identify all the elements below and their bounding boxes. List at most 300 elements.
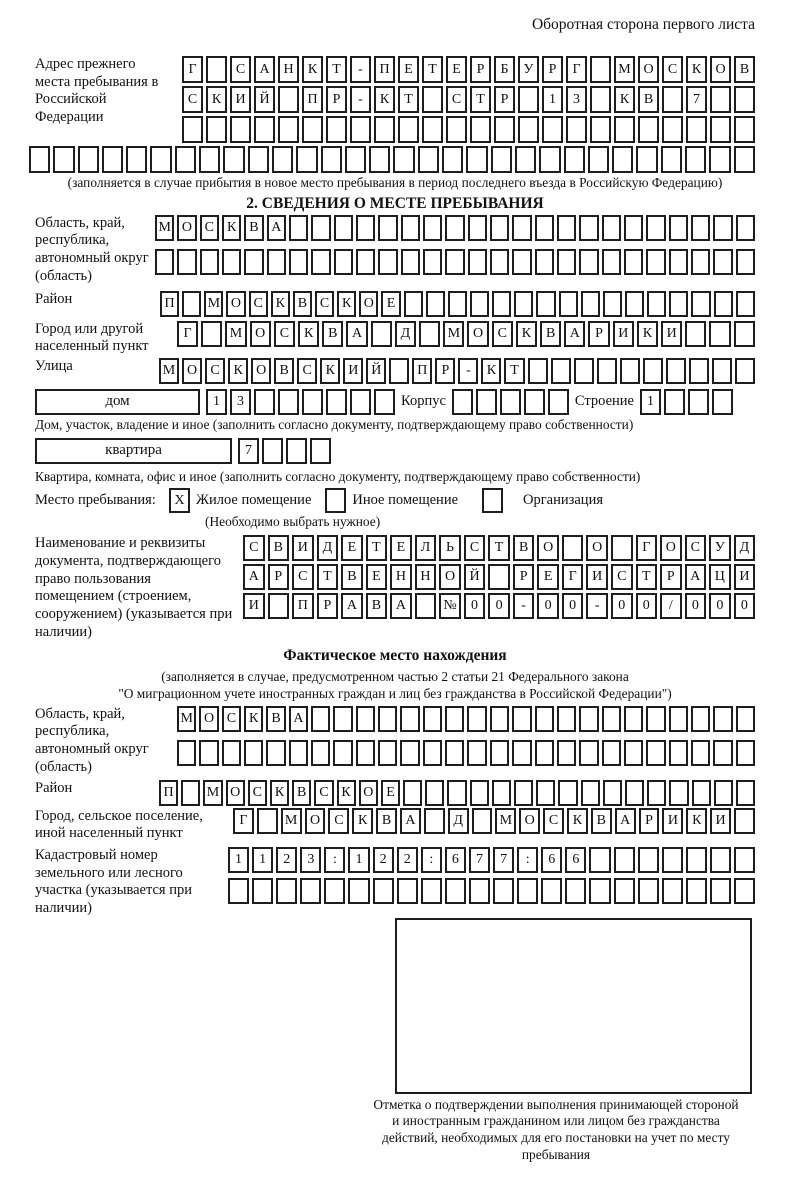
char-cell[interactable]: Т	[326, 56, 347, 83]
char-cell[interactable]: А	[390, 593, 412, 619]
char-cell[interactable]	[334, 249, 353, 275]
char-cell[interactable]	[736, 291, 755, 317]
char-cell[interactable]: -	[586, 593, 608, 619]
char-cell[interactable]	[490, 215, 509, 241]
char-cell[interactable]	[494, 116, 515, 143]
char-cell[interactable]: /	[660, 593, 682, 619]
char-cell[interactable]: Д	[734, 535, 756, 561]
char-cell[interactable]	[735, 358, 755, 384]
char-cell[interactable]: 2	[276, 847, 297, 873]
char-cell[interactable]: И	[710, 808, 731, 834]
char-cell[interactable]	[646, 706, 665, 732]
char-cell[interactable]	[558, 780, 577, 806]
char-cell[interactable]: С	[328, 808, 349, 834]
char-cell[interactable]: 7	[469, 847, 490, 873]
char-cell[interactable]	[206, 56, 227, 83]
char-cell[interactable]	[710, 86, 731, 113]
char-cell[interactable]: М	[225, 321, 246, 347]
char-cell[interactable]	[445, 215, 464, 241]
char-cell[interactable]: 7	[686, 86, 707, 113]
char-cell[interactable]: К	[244, 706, 263, 732]
char-cell[interactable]	[446, 116, 467, 143]
char-cell[interactable]: 0	[537, 593, 559, 619]
char-cell[interactable]: С	[248, 780, 267, 806]
char-cell[interactable]: Е	[390, 535, 412, 561]
char-cell[interactable]: В	[734, 56, 755, 83]
char-cell[interactable]	[333, 706, 352, 732]
char-cell[interactable]: П	[374, 56, 395, 83]
char-cell[interactable]: И	[734, 564, 756, 590]
char-cell[interactable]	[512, 249, 531, 275]
char-cell[interactable]	[200, 249, 219, 275]
char-cell[interactable]: В	[376, 808, 397, 834]
char-cell[interactable]: К	[337, 780, 356, 806]
char-cell[interactable]	[709, 321, 730, 347]
char-cell[interactable]	[445, 249, 464, 275]
char-cell[interactable]	[102, 146, 123, 173]
char-cell[interactable]	[517, 878, 538, 904]
char-cell[interactable]	[710, 116, 731, 143]
char-cell[interactable]: М	[495, 808, 516, 834]
char-cell[interactable]	[524, 389, 545, 415]
char-cell[interactable]	[518, 116, 539, 143]
char-cell[interactable]: 0	[734, 593, 756, 619]
char-cell[interactable]	[447, 780, 466, 806]
char-cell[interactable]: Ь	[439, 535, 461, 561]
char-cell[interactable]: О	[586, 535, 608, 561]
char-cell[interactable]: С	[611, 564, 633, 590]
char-cell[interactable]	[321, 146, 342, 173]
char-cell[interactable]: 0	[709, 593, 731, 619]
char-cell[interactable]: К	[567, 808, 588, 834]
char-cell[interactable]	[278, 116, 299, 143]
char-cell[interactable]: 2	[373, 847, 394, 873]
char-cell[interactable]	[222, 249, 241, 275]
char-cell[interactable]: С	[464, 535, 486, 561]
char-cell[interactable]	[734, 321, 755, 347]
char-cell[interactable]	[666, 358, 686, 384]
char-cell[interactable]	[466, 146, 487, 173]
char-cell[interactable]	[445, 878, 466, 904]
char-cell[interactable]: -	[458, 358, 478, 384]
char-cell[interactable]: Н	[390, 564, 412, 590]
char-cell[interactable]: И	[230, 86, 251, 113]
char-cell[interactable]	[579, 706, 598, 732]
char-cell[interactable]: К	[222, 215, 241, 241]
char-cell[interactable]	[488, 564, 510, 590]
char-cell[interactable]: О	[226, 780, 245, 806]
char-cell[interactable]	[468, 249, 487, 275]
char-cell[interactable]: Р	[435, 358, 455, 384]
char-cell[interactable]	[345, 146, 366, 173]
char-cell[interactable]: Й	[366, 358, 386, 384]
char-cell[interactable]	[581, 780, 600, 806]
char-cell[interactable]: С	[230, 56, 251, 83]
char-cell[interactable]	[29, 146, 50, 173]
char-cell[interactable]	[378, 249, 397, 275]
char-cell[interactable]	[624, 706, 643, 732]
char-cell[interactable]: А	[243, 564, 265, 590]
char-cell[interactable]	[535, 215, 554, 241]
char-cell[interactable]	[268, 593, 290, 619]
char-cell[interactable]: Р	[660, 564, 682, 590]
char-cell[interactable]	[638, 116, 659, 143]
char-cell[interactable]	[557, 706, 576, 732]
char-cell[interactable]	[661, 146, 682, 173]
char-cell[interactable]: К	[298, 321, 319, 347]
char-cell[interactable]	[490, 706, 509, 732]
char-cell[interactable]	[669, 291, 688, 317]
char-cell[interactable]	[562, 535, 584, 561]
char-cell[interactable]: К	[352, 808, 373, 834]
char-cell[interactable]	[425, 780, 444, 806]
char-cell[interactable]: К	[302, 56, 323, 83]
char-cell[interactable]: Г	[177, 321, 198, 347]
char-cell[interactable]: Р	[326, 86, 347, 113]
char-cell[interactable]	[713, 706, 732, 732]
char-cell[interactable]: :	[324, 847, 345, 873]
char-cell[interactable]	[378, 706, 397, 732]
char-cell[interactable]: 0	[488, 593, 510, 619]
char-cell[interactable]	[559, 291, 578, 317]
char-cell[interactable]	[373, 878, 394, 904]
char-cell[interactable]	[334, 215, 353, 241]
char-cell[interactable]	[669, 215, 688, 241]
char-cell[interactable]	[467, 740, 486, 766]
char-cell[interactable]: :	[421, 847, 442, 873]
char-cell[interactable]: Р	[317, 593, 339, 619]
char-cell[interactable]: 3	[300, 847, 321, 873]
char-cell[interactable]: П	[412, 358, 432, 384]
char-cell[interactable]	[714, 780, 733, 806]
char-cell[interactable]: Е	[537, 564, 559, 590]
char-cell[interactable]	[548, 389, 569, 415]
char-cell[interactable]: Г	[566, 56, 587, 83]
char-cell[interactable]	[398, 116, 419, 143]
char-cell[interactable]: Р	[588, 321, 609, 347]
char-cell[interactable]: Р	[513, 564, 535, 590]
char-cell[interactable]	[393, 146, 414, 173]
char-cell[interactable]	[267, 249, 286, 275]
char-cell[interactable]	[289, 740, 308, 766]
char-cell[interactable]	[356, 215, 375, 241]
char-cell[interactable]: О	[251, 358, 271, 384]
char-cell[interactable]	[646, 740, 665, 766]
char-cell[interactable]: И	[586, 564, 608, 590]
char-cell[interactable]	[590, 116, 611, 143]
char-cell[interactable]	[689, 358, 709, 384]
char-cell[interactable]: -	[350, 56, 371, 83]
char-cell[interactable]	[182, 291, 201, 317]
char-cell[interactable]	[490, 740, 509, 766]
char-cell[interactable]	[286, 438, 307, 464]
char-cell[interactable]	[512, 740, 531, 766]
char-cell[interactable]: Т	[366, 535, 388, 561]
char-cell[interactable]	[326, 389, 347, 415]
char-cell[interactable]: О	[199, 706, 218, 732]
char-cell[interactable]: 0	[464, 593, 486, 619]
char-cell[interactable]: Б	[494, 56, 515, 83]
char-cell[interactable]: Й	[254, 86, 275, 113]
char-cell[interactable]	[302, 116, 323, 143]
char-cell[interactable]	[442, 146, 463, 173]
char-cell[interactable]: Е	[446, 56, 467, 83]
char-cell[interactable]: А	[341, 593, 363, 619]
char-cell[interactable]: В	[322, 321, 343, 347]
char-cell[interactable]	[579, 215, 598, 241]
char-cell[interactable]	[566, 116, 587, 143]
char-cell[interactable]	[374, 116, 395, 143]
char-cell[interactable]: О	[467, 321, 488, 347]
char-cell[interactable]: С	[492, 321, 513, 347]
char-cell[interactable]: И	[662, 808, 683, 834]
char-cell[interactable]	[514, 291, 533, 317]
char-cell[interactable]	[713, 740, 732, 766]
char-cell[interactable]: И	[343, 358, 363, 384]
char-cell[interactable]	[588, 146, 609, 173]
char-cell[interactable]: С	[292, 564, 314, 590]
char-cell[interactable]	[611, 535, 633, 561]
char-cell[interactable]: 3	[566, 86, 587, 113]
char-cell[interactable]: В	[591, 808, 612, 834]
char-cell[interactable]	[356, 706, 375, 732]
char-cell[interactable]	[602, 740, 621, 766]
char-cell[interactable]: Т	[488, 535, 510, 561]
char-cell[interactable]	[201, 321, 222, 347]
char-cell[interactable]: В	[266, 706, 285, 732]
char-cell[interactable]	[539, 146, 560, 173]
char-cell[interactable]	[565, 878, 586, 904]
char-cell[interactable]	[662, 878, 683, 904]
char-cell[interactable]: С	[297, 358, 317, 384]
char-cell[interactable]	[603, 291, 622, 317]
char-cell[interactable]	[614, 878, 635, 904]
char-cell[interactable]	[597, 358, 617, 384]
char-cell[interactable]: С	[314, 780, 333, 806]
char-cell[interactable]	[445, 706, 464, 732]
char-cell[interactable]	[512, 215, 531, 241]
char-cell[interactable]	[401, 215, 420, 241]
char-cell[interactable]: К	[206, 86, 227, 113]
char-cell[interactable]	[686, 847, 707, 873]
char-cell[interactable]: В	[244, 215, 263, 241]
char-cell[interactable]: 0	[685, 593, 707, 619]
char-cell[interactable]	[625, 780, 644, 806]
char-cell[interactable]	[685, 321, 706, 347]
char-cell[interactable]	[401, 249, 420, 275]
char-cell[interactable]: 7	[238, 438, 259, 464]
char-cell[interactable]	[625, 291, 644, 317]
char-cell[interactable]	[624, 215, 643, 241]
char-cell[interactable]: Л	[415, 535, 437, 561]
char-cell[interactable]	[564, 146, 585, 173]
char-cell[interactable]	[254, 389, 275, 415]
char-cell[interactable]: Н	[278, 56, 299, 83]
char-cell[interactable]	[448, 291, 467, 317]
char-cell[interactable]: В	[513, 535, 535, 561]
char-cell[interactable]	[664, 389, 685, 415]
char-cell[interactable]	[206, 116, 227, 143]
char-cell[interactable]	[647, 291, 666, 317]
char-cell[interactable]	[470, 291, 489, 317]
char-cell[interactable]	[614, 847, 635, 873]
char-cell[interactable]	[492, 780, 511, 806]
char-cell[interactable]: О	[660, 535, 682, 561]
char-cell[interactable]	[254, 116, 275, 143]
char-cell[interactable]	[734, 878, 755, 904]
char-cell[interactable]	[736, 215, 755, 241]
char-cell[interactable]: Н	[415, 564, 437, 590]
char-cell[interactable]: П	[159, 780, 178, 806]
char-cell[interactable]: С	[205, 358, 225, 384]
char-cell[interactable]: Д	[448, 808, 469, 834]
char-cell[interactable]	[714, 291, 733, 317]
char-cell[interactable]	[736, 706, 755, 732]
char-cell[interactable]: 3	[230, 389, 251, 415]
char-cell[interactable]	[541, 878, 562, 904]
char-cell[interactable]: О	[250, 321, 271, 347]
char-cell[interactable]	[536, 291, 555, 317]
char-cell[interactable]: №	[439, 593, 461, 619]
char-cell[interactable]	[669, 249, 688, 275]
char-cell[interactable]: Г	[636, 535, 658, 561]
char-cell[interactable]: К	[686, 808, 707, 834]
char-cell[interactable]: 6	[565, 847, 586, 873]
char-cell[interactable]: В	[366, 593, 388, 619]
char-cell[interactable]	[624, 740, 643, 766]
char-cell[interactable]	[490, 249, 509, 275]
char-cell[interactable]	[518, 86, 539, 113]
char-cell[interactable]	[736, 780, 755, 806]
char-cell[interactable]	[469, 878, 490, 904]
char-cell[interactable]: Т	[398, 86, 419, 113]
char-cell[interactable]: О	[305, 808, 326, 834]
char-cell[interactable]	[423, 249, 442, 275]
char-cell[interactable]: -	[513, 593, 535, 619]
char-cell[interactable]	[175, 146, 196, 173]
char-cell[interactable]	[228, 878, 249, 904]
char-cell[interactable]: Т	[470, 86, 491, 113]
char-cell[interactable]	[669, 740, 688, 766]
char-cell[interactable]	[535, 706, 554, 732]
char-cell[interactable]	[638, 847, 659, 873]
char-cell[interactable]	[709, 146, 730, 173]
char-cell[interactable]	[423, 215, 442, 241]
char-cell[interactable]	[614, 116, 635, 143]
organization-checkbox[interactable]	[482, 488, 503, 513]
char-cell[interactable]: К	[374, 86, 395, 113]
char-cell[interactable]	[199, 146, 220, 173]
residential-checkbox[interactable]: X	[169, 488, 190, 513]
char-cell[interactable]: Г	[182, 56, 203, 83]
char-cell[interactable]: М	[159, 358, 179, 384]
char-cell[interactable]: Т	[422, 56, 443, 83]
char-cell[interactable]	[421, 878, 442, 904]
char-cell[interactable]: С	[182, 86, 203, 113]
char-cell[interactable]	[590, 86, 611, 113]
char-cell[interactable]: С	[543, 808, 564, 834]
char-cell[interactable]	[426, 291, 445, 317]
char-cell[interactable]	[590, 56, 611, 83]
char-cell[interactable]	[557, 215, 576, 241]
char-cell[interactable]: Т	[636, 564, 658, 590]
char-cell[interactable]	[150, 146, 171, 173]
char-cell[interactable]	[736, 740, 755, 766]
char-cell[interactable]	[423, 740, 442, 766]
other-premises-checkbox[interactable]	[325, 488, 346, 513]
char-cell[interactable]	[333, 740, 352, 766]
char-cell[interactable]: 1	[252, 847, 273, 873]
char-cell[interactable]	[296, 146, 317, 173]
char-cell[interactable]: К	[516, 321, 537, 347]
char-cell[interactable]	[424, 808, 445, 834]
char-cell[interactable]	[636, 146, 657, 173]
char-cell[interactable]: И	[243, 593, 265, 619]
char-cell[interactable]	[126, 146, 147, 173]
char-cell[interactable]: Р	[268, 564, 290, 590]
char-cell[interactable]: Е	[366, 564, 388, 590]
char-cell[interactable]	[688, 389, 709, 415]
char-cell[interactable]: 6	[541, 847, 562, 873]
char-cell[interactable]: С	[315, 291, 334, 317]
char-cell[interactable]	[445, 740, 464, 766]
char-cell[interactable]: 1	[228, 847, 249, 873]
char-cell[interactable]	[400, 740, 419, 766]
char-cell[interactable]: О	[638, 56, 659, 83]
char-cell[interactable]: В	[274, 358, 294, 384]
char-cell[interactable]: К	[614, 86, 635, 113]
char-cell[interactable]	[356, 249, 375, 275]
char-cell[interactable]: К	[270, 780, 289, 806]
char-cell[interactable]	[491, 146, 512, 173]
char-cell[interactable]	[589, 847, 610, 873]
char-cell[interactable]	[643, 358, 663, 384]
char-cell[interactable]: О	[710, 56, 731, 83]
char-cell[interactable]: И	[292, 535, 314, 561]
char-cell[interactable]: М	[443, 321, 464, 347]
char-cell[interactable]: М	[614, 56, 635, 83]
char-cell[interactable]: О	[359, 780, 378, 806]
char-cell[interactable]	[244, 249, 263, 275]
char-cell[interactable]: 1	[348, 847, 369, 873]
char-cell[interactable]: В	[293, 291, 312, 317]
char-cell[interactable]: К	[320, 358, 340, 384]
char-cell[interactable]	[244, 740, 263, 766]
char-cell[interactable]: С	[446, 86, 467, 113]
char-cell[interactable]: П	[302, 86, 323, 113]
char-cell[interactable]: И	[613, 321, 634, 347]
char-cell[interactable]	[272, 146, 293, 173]
char-cell[interactable]	[415, 593, 437, 619]
char-cell[interactable]: В	[638, 86, 659, 113]
char-cell[interactable]	[692, 780, 711, 806]
char-cell[interactable]	[470, 780, 489, 806]
char-cell[interactable]: А	[564, 321, 585, 347]
char-cell[interactable]	[422, 86, 443, 113]
char-cell[interactable]	[257, 808, 278, 834]
char-cell[interactable]	[662, 86, 683, 113]
char-cell[interactable]: О	[537, 535, 559, 561]
char-cell[interactable]	[528, 358, 548, 384]
char-cell[interactable]	[734, 116, 755, 143]
char-cell[interactable]: Г	[562, 564, 584, 590]
char-cell[interactable]	[472, 808, 493, 834]
char-cell[interactable]: Р	[494, 86, 515, 113]
char-cell[interactable]: М	[204, 291, 223, 317]
char-cell[interactable]: М	[281, 808, 302, 834]
char-cell[interactable]: В	[540, 321, 561, 347]
char-cell[interactable]: А	[685, 564, 707, 590]
